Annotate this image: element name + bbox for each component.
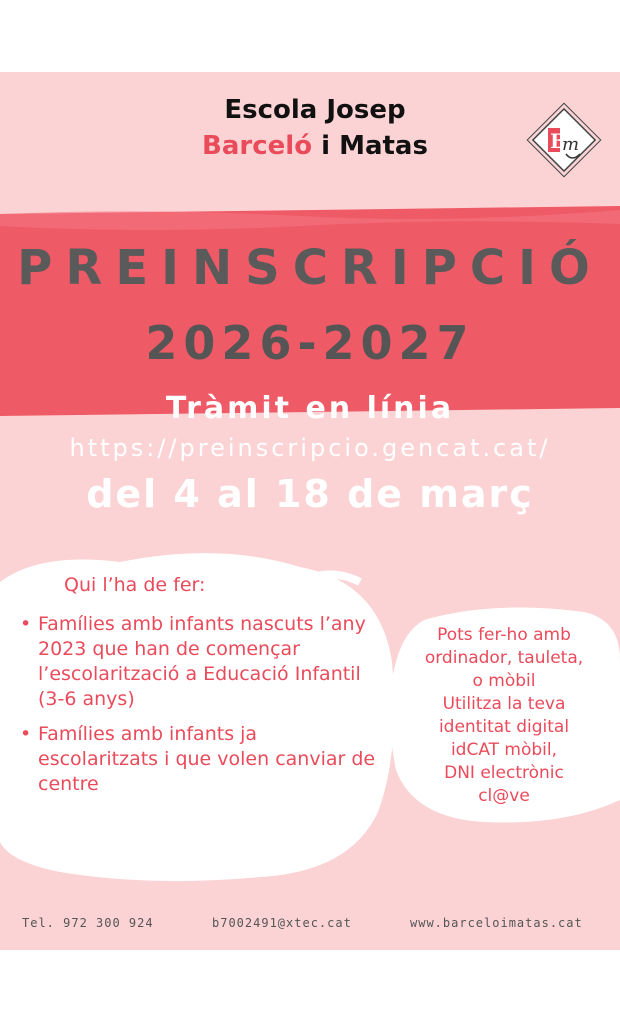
svg-text:B: B bbox=[550, 129, 567, 153]
school-logo bbox=[524, 100, 604, 180]
school-name bbox=[150, 92, 480, 164]
footer bbox=[0, 916, 620, 938]
preinscripcio-url[interactable]: https://preinscripcio.gencat.cat/ bbox=[69, 434, 551, 462]
school-name-rest: i Matas bbox=[312, 131, 428, 161]
how-line: Utilitza la teva bbox=[442, 694, 566, 714]
bullet-icon: • bbox=[20, 613, 32, 635]
poster bbox=[0, 72, 620, 950]
phone: Tel. 972 300 924 bbox=[22, 916, 154, 930]
red-band bbox=[0, 206, 620, 416]
website-link[interactable]: www.barceloimatas.cat bbox=[410, 916, 583, 930]
how-line: o mòbil bbox=[472, 671, 536, 691]
who-heading: Qui l’ha de fer: bbox=[64, 574, 206, 596]
email-link[interactable]: b7002491@xtec.cat bbox=[212, 916, 352, 930]
school-name-line1: Escola Josep bbox=[224, 95, 406, 125]
how-line: Pots fer-ho amb bbox=[437, 625, 571, 645]
school-year: 2026-2027 bbox=[145, 316, 475, 370]
svg-text:m: m bbox=[562, 134, 580, 155]
school-name-red: Barceló bbox=[202, 131, 313, 161]
how-line: DNI electrònic bbox=[444, 763, 564, 783]
online-procedure: Tràmit en línia bbox=[165, 391, 455, 426]
list-item bbox=[20, 722, 380, 797]
who-list bbox=[20, 612, 380, 807]
how-line: identitat digital bbox=[438, 717, 570, 737]
list-item-text: Famílies amb infants ja escolaritzats i que volen canviar de centre bbox=[38, 723, 376, 795]
how-line: ordinador, tauleta, bbox=[424, 648, 584, 668]
how-line: cl@ve bbox=[478, 786, 530, 806]
preinscripcio-title: PREINSCRIPCIÓ bbox=[17, 240, 603, 296]
how-text bbox=[388, 624, 620, 808]
dates: del 4 al 18 de març bbox=[86, 472, 534, 516]
school-name-line2 bbox=[150, 128, 480, 164]
how-line: idCAT mòbil, bbox=[450, 740, 558, 760]
bullet-icon: • bbox=[20, 723, 32, 745]
list-item-text: Famílies amb infants nascuts l’any 2023 que han de començar l’escolarització a Educació Infantil (3-6 anys) bbox=[38, 613, 366, 710]
list-item bbox=[20, 612, 380, 712]
